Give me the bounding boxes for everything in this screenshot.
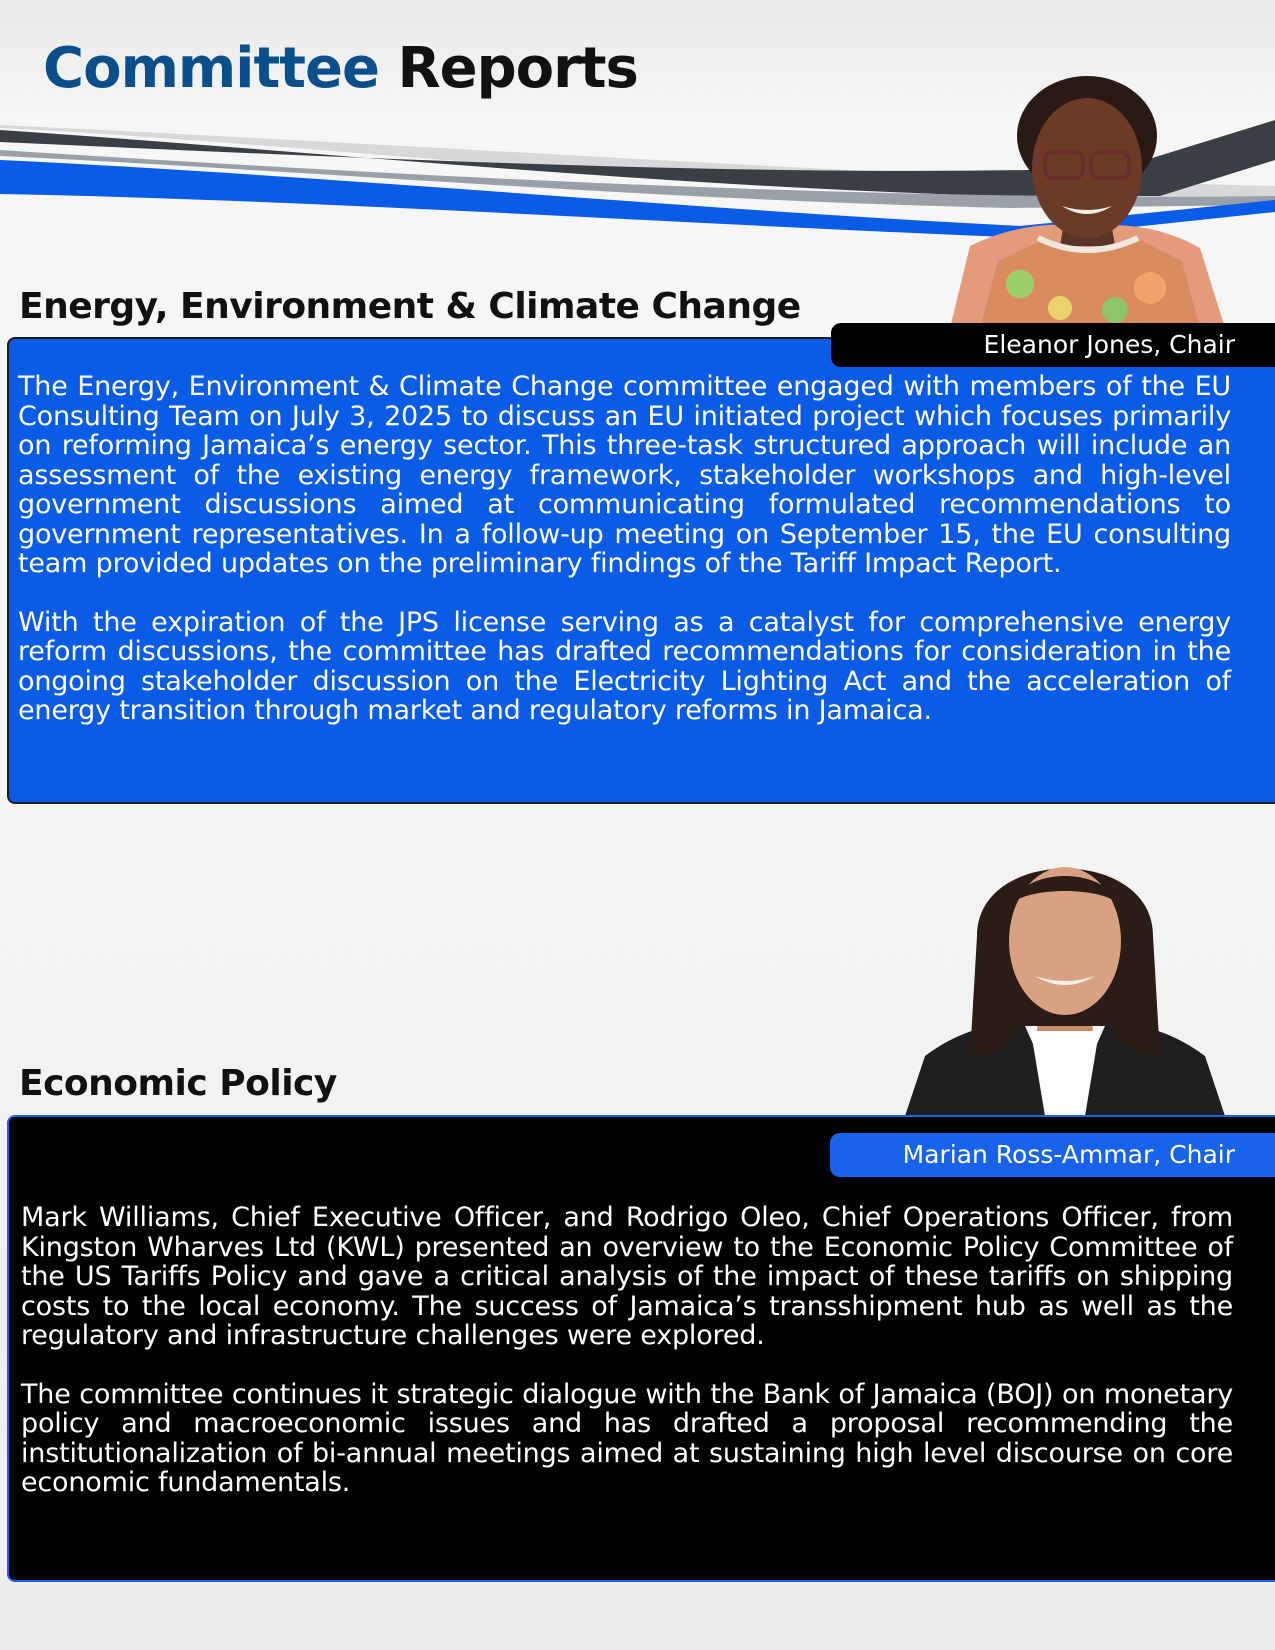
chair-portrait-1 — [950, 56, 1225, 328]
chair-name-tag-economic: Marian Ross-Ammar, Chair — [830, 1133, 1275, 1177]
economic-paragraph-1: Mark Williams, Chief Executive Officer, and Rodrigo Oleo, Chief Operations Officer, from Kingston Wharves Ltd (KWL) presented an overview to the Economic Policy Committee of the US Tariffs Policy and gave a critical analysis of the impact of these tariffs on shipping costs to the local economy. The success of Jamaica’s transshipment hub as well as the regulatory and infrastructure challenges were explored. — [21, 1202, 1233, 1351]
chair-portrait-2 — [905, 826, 1225, 1116]
economic-committee-body — [21, 1203, 1233, 1527]
energy-committee-body — [18, 372, 1231, 755]
page-title-word-reports: Reports — [397, 36, 638, 101]
energy-paragraph-1: The Energy, Environment & Climate Change committee engaged with members of the EU Consulting Team on July 3, 2025 to discuss an EU initiated project which focuses primarily on reforming Jamaica’s energy sector. This three-task structured approach will include an assessment of the existing energy framework, stakeholder workshops and high-level government discussions aimed at communicating formulated recommendations to government representatives. In a follow-up meeting on September 15, the EU consulting team provided updates on the preliminary findings of the Tariff Impact Report. — [18, 371, 1231, 579]
economic-paragraph-2: The committee continues it strategic dialogue with the Bank of Jamaica (BOJ) on monetary policy and macroeconomic issues and has drafted a proposal recommending the institutionalization of bi-annual meetings aimed at sustaining high level discourse on core economic fundamentals. — [21, 1378, 1233, 1498]
chair-name-tag-energy: Eleanor Jones, Chair — [831, 323, 1275, 367]
page-title — [43, 36, 638, 101]
page-title-word-committee: Committee — [43, 36, 379, 101]
section-heading-economic: Economic Policy — [19, 1063, 337, 1104]
section-heading-energy: Energy, Environment & Climate Change — [19, 286, 801, 327]
energy-paragraph-2: With the expiration of the JPS license serving as a catalyst for comprehensive energy reform discussions, the committee has drafted recommendations for consideration in the ongoing stakeholder discussion on the Electricity Lighting Act and the acceleration of energy transition through market and regulatory reforms in Jamaica. — [18, 606, 1231, 726]
